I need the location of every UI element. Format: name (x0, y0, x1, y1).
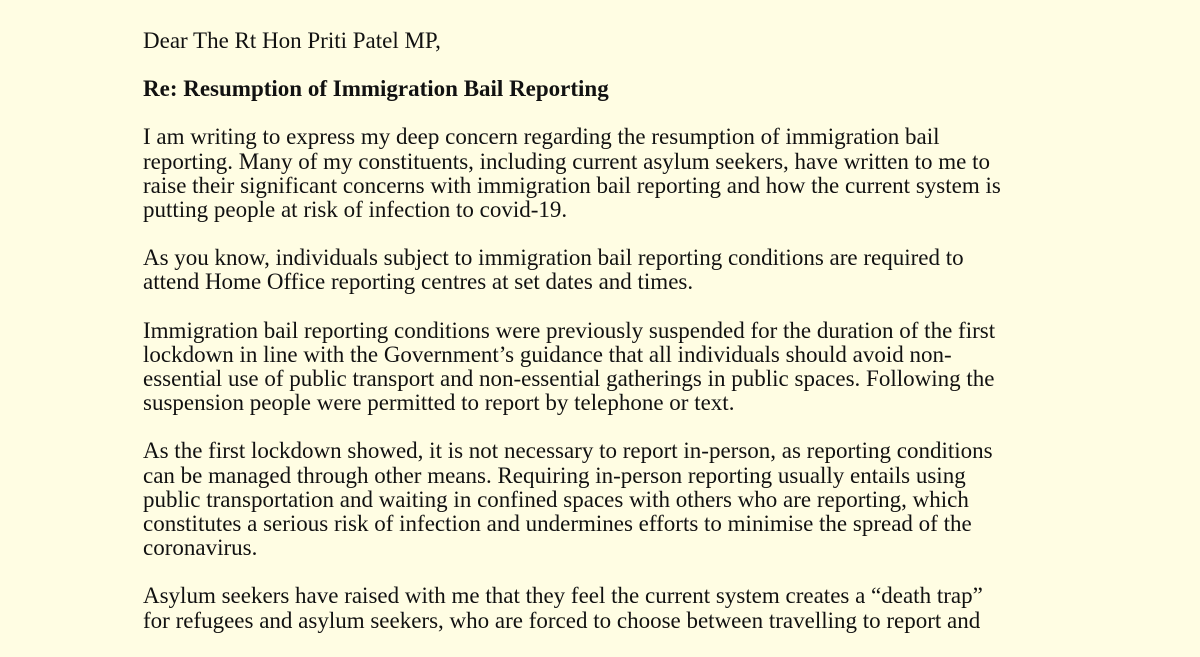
paragraph-5: Asylum seekers have raised with me that they feel the current system creates a “death trap” for refugees and asylum seekers, who are forced to choose between travelling to report and (143, 583, 983, 633)
subject-line: Re: Resumption of Immigration Bail Reporting (143, 76, 609, 102)
paragraph-1: I am writing to express my deep concern regarding the resumption of immigration bail reporting. Many of my constituents, including current asylum seekers, have written to me to raise their significant concerns with immigration bail reporting and how the current system is putting people at risk of infection to covid-19. (143, 124, 1001, 223)
letter-body (143, 29, 1143, 657)
paragraph-4: As the first lockdown showed, it is not necessary to report in-person, as reporting conditions can be managed through other means. Requiring in-person reporting usually entails using public transportation and waiting in confined spaces with others who are reporting, which constitutes a serious risk of infection and undermines efforts to minimise the spread of the coronavirus. (143, 438, 993, 561)
salutation: Dear The Rt Hon Priti Patel MP, (143, 28, 441, 53)
paragraph-2: As you know, individuals subject to immigration bail reporting conditions are required to attend Home Office reporting centres at set dates and times. (143, 245, 964, 295)
paragraph-3: Immigration bail reporting conditions were previously suspended for the duration of the first lockdown in line with the Government’s guidance that all individuals should avoid non- essential use of public transport and non-essential gatherings in public spaces. Following the suspension people were permitted to report by telephone or text. (143, 317, 996, 416)
